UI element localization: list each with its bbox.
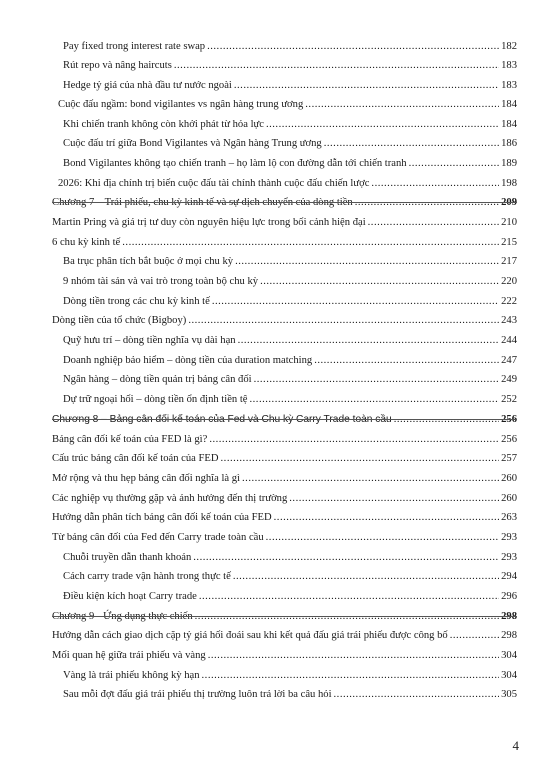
toc-entry-page: 215 <box>501 237 517 248</box>
toc-entry[interactable] <box>0 76 553 95</box>
toc-entry-page: 257 <box>501 453 517 464</box>
toc-leader-dots <box>314 351 499 370</box>
toc-leader-dots <box>122 233 499 252</box>
toc-leader-dots <box>174 56 499 75</box>
toc-leader-dots <box>221 449 500 468</box>
toc-entry-title: Mối quan hệ giữa trái phiếu và vàng <box>52 650 206 661</box>
toc-entry-title: Chương 7 – Trái phiếu, chu kỳ kinh tế và sự dịch chuyển của dòng tiền <box>52 197 353 208</box>
toc-entry-title: Chương 8 – Bảng cân đối kế toán của Fed và Chu kỳ Carry Trade toàn cầu <box>52 414 392 425</box>
toc-entry-title: 2026: Khi địa chính trị biến cuộc đấu tài chính thành cuộc đấu chiến lược <box>58 178 370 189</box>
toc-entry-page: 304 <box>501 650 517 661</box>
toc-entry-page: 298 <box>501 611 517 622</box>
toc-entry[interactable] <box>0 115 553 134</box>
chapter-divider <box>52 419 517 420</box>
toc-entry-title: Cuộc đấu trí giữa Bond Vigilantes và Ngân hàng Trung ương <box>63 138 322 149</box>
toc-leader-dots <box>242 469 499 488</box>
toc-entry-page: 296 <box>501 591 517 602</box>
toc-leader-dots <box>202 666 500 685</box>
toc-leader-dots <box>208 646 499 665</box>
toc-entry-title: Dòng tiền trong các chu kỳ kinh tế <box>63 296 210 307</box>
toc-entry-title: Rút repo và nâng haircuts <box>63 60 172 71</box>
toc-entry-page: 304 <box>501 670 517 681</box>
toc-leader-dots <box>334 685 500 704</box>
toc-entry[interactable] <box>0 213 553 232</box>
toc-entry-title: Điều kiện kích hoạt Carry trade <box>63 591 197 602</box>
toc-leader-dots <box>450 626 499 645</box>
toc-entry[interactable] <box>0 154 553 173</box>
chapter-divider <box>52 202 517 203</box>
toc-entry-page: 217 <box>501 256 517 267</box>
toc-leader-dots <box>250 390 500 409</box>
toc-leader-dots <box>212 292 499 311</box>
toc-entry-title: Dự trữ ngoại hối – dòng tiền ổn định tiền tệ <box>63 394 248 405</box>
toc-entry[interactable] <box>0 449 553 468</box>
toc-entry[interactable] <box>0 626 553 645</box>
toc-entry-page: 186 <box>501 138 517 149</box>
toc-entry-page: 183 <box>501 60 517 71</box>
toc-entry[interactable] <box>0 430 553 449</box>
toc-entry[interactable] <box>0 587 553 606</box>
toc-entry-title: Cấu trúc bảng cân đối kế toán của FED <box>52 453 219 464</box>
toc-leader-dots <box>234 76 499 95</box>
toc-entry-title: Bảng cân đối kế toán của FED là gì? <box>52 434 208 445</box>
toc-entry[interactable] <box>0 351 553 370</box>
toc-entry-title: Martin Pring và giá trị tư duy còn nguyên hiệu lực trong bối cảnh hiện đại <box>52 217 366 228</box>
toc-leader-dots <box>371 174 499 193</box>
toc-entry-page: 183 <box>501 80 517 91</box>
toc-entry[interactable] <box>0 508 553 527</box>
toc-entry[interactable] <box>0 567 553 586</box>
toc-entry-title: 6 chu kỳ kinh tế <box>52 237 121 248</box>
toc-entry[interactable] <box>0 528 553 547</box>
chapter-divider <box>52 616 517 617</box>
toc-entry-page: 298 <box>501 630 517 641</box>
toc-entry[interactable] <box>0 666 553 685</box>
toc-leader-dots <box>266 115 499 134</box>
toc-entry[interactable] <box>0 331 553 350</box>
toc-leader-dots <box>324 134 499 153</box>
toc-leader-dots <box>305 95 499 114</box>
toc-entry-page: 260 <box>501 473 517 484</box>
toc-leader-dots <box>188 311 499 330</box>
toc-leader-dots <box>266 528 499 547</box>
toc-entry-title: Sau mỗi đợt đấu giá trái phiếu thị trường luôn trả lời ba câu hỏi <box>63 689 332 700</box>
toc-entry-title: Khi chiến tranh không còn khởi phát từ hỏa lực <box>63 119 264 130</box>
toc-entry-title: Bond Vigilantes không tạo chiến tranh – họ làm lộ con đường dẫn tới chiến tranh <box>63 158 407 169</box>
toc-entry-page: 210 <box>501 217 517 228</box>
toc-entry-page: 220 <box>501 276 517 287</box>
toc-leader-dots <box>193 548 499 567</box>
toc-entry-page: 189 <box>501 158 517 169</box>
toc-entry-title: Doanh nghiệp bảo hiểm – dòng tiền của duration matching <box>63 355 313 366</box>
page-number: 4 <box>512 738 519 753</box>
toc-leader-dots <box>254 370 500 389</box>
toc-entry-title: Pay fixed trong interest rate swap <box>63 41 206 52</box>
toc-entry-title: Ba trục phân tích bắt buộc ở mọi chu kỳ <box>63 256 234 267</box>
toc-entry-title: Hướng dẫn phân tích bảng cân đối kế toán của FED <box>52 512 272 523</box>
toc-entry-page: 260 <box>501 493 517 504</box>
toc-leader-dots <box>207 37 499 56</box>
toc-leader-dots <box>368 213 499 232</box>
toc-entry[interactable] <box>0 292 553 311</box>
toc-entry-page: 305 <box>501 689 517 700</box>
toc-entry-page: 256 <box>501 414 517 425</box>
toc-entry-title: Mở rộng và thu hẹp bảng cân đối nghĩa là gì <box>52 473 241 484</box>
toc-entry-page: 252 <box>501 394 517 405</box>
toc-leader-dots <box>260 272 499 291</box>
toc-entry-page: 249 <box>501 374 517 385</box>
toc-entry-page: 293 <box>501 552 517 563</box>
toc-entry-page: 182 <box>501 41 517 52</box>
toc-leader-dots <box>238 331 500 350</box>
toc-entry-title: Vàng là trái phiếu không kỳ hạn <box>63 670 200 681</box>
toc-entry-page: 222 <box>501 296 517 307</box>
toc-entry-title: Từ bảng cân đối của Fed đến Carry trade toàn cầu <box>52 532 264 543</box>
toc-entry[interactable] <box>0 174 553 193</box>
toc-entry-title: Ngân hàng – dòng tiền quản trị bảng cân đối <box>63 374 252 385</box>
toc-entry[interactable] <box>0 469 553 488</box>
toc-entry[interactable] <box>0 685 553 704</box>
toc-entry-title: Các nghiệp vụ thường gặp và ảnh hưởng đến thị trường <box>52 493 288 504</box>
toc-entry-page: 209 <box>501 197 517 208</box>
toc-entry[interactable] <box>0 252 553 271</box>
toc-leader-dots <box>233 567 499 586</box>
toc-entry-title: Cách carry trade vận hành trong thực tế <box>63 571 231 582</box>
toc-entry[interactable] <box>0 311 553 330</box>
toc-entry-page: 256 <box>501 434 517 445</box>
toc-leader-dots <box>199 587 499 606</box>
toc-entry-page: 293 <box>501 532 517 543</box>
toc-entry[interactable] <box>0 370 553 389</box>
toc-entry[interactable] <box>0 548 553 567</box>
toc-entry[interactable] <box>0 56 553 75</box>
toc-entry[interactable] <box>0 37 553 56</box>
toc-leader-dots <box>235 252 499 271</box>
toc-entry-page: 247 <box>501 355 517 366</box>
toc-entry-title: Quỹ hưu trí – dòng tiền nghĩa vụ dài hạn <box>63 335 236 346</box>
toc-entry-page: 294 <box>501 571 517 582</box>
toc-entry-page: 243 <box>501 315 517 326</box>
toc-leader-dots <box>209 430 499 449</box>
toc-entry[interactable] <box>0 390 553 409</box>
toc-entry[interactable] <box>0 233 553 252</box>
toc-entry-page: 263 <box>501 512 517 523</box>
toc-entry-title: Hướng dẫn cách giao dịch cặp tỷ giá hối đoái sau khi kết quả đấu giá trái phiếu được công bố <box>52 630 448 641</box>
toc-entry[interactable] <box>0 95 553 114</box>
toc-entry[interactable] <box>0 272 553 291</box>
toc-entry-title: 9 nhóm tài sản và vai trò trong toàn bộ chu kỳ <box>63 276 259 287</box>
toc-entry-page: 184 <box>501 119 517 130</box>
toc-entry-title: Hedge tỷ giá của nhà đầu tư nước ngoài <box>63 80 232 91</box>
toc-entry-page: 244 <box>501 335 517 346</box>
toc-leader-dots <box>289 489 499 508</box>
toc-entry[interactable] <box>0 134 553 153</box>
toc-entry-title: Dòng tiền của tổ chức (Bigboy) <box>52 315 187 326</box>
toc-entry-title: Chuỗi truyền dẫn thanh khoản <box>63 552 192 563</box>
toc-leader-dots <box>274 508 499 527</box>
toc-entry-title: Cuộc đấu ngầm: bond vigilantes vs ngân hàng trung ương <box>58 99 304 110</box>
toc-entry-page: 198 <box>501 178 517 189</box>
toc-leader-dots <box>409 154 500 173</box>
toc-entry-page: 184 <box>501 99 517 110</box>
toc-entry-title: Chương 9 - Ứng dụng thực chiến <box>52 611 193 622</box>
toc-entry[interactable] <box>0 646 553 665</box>
toc-entry[interactable] <box>0 489 553 508</box>
